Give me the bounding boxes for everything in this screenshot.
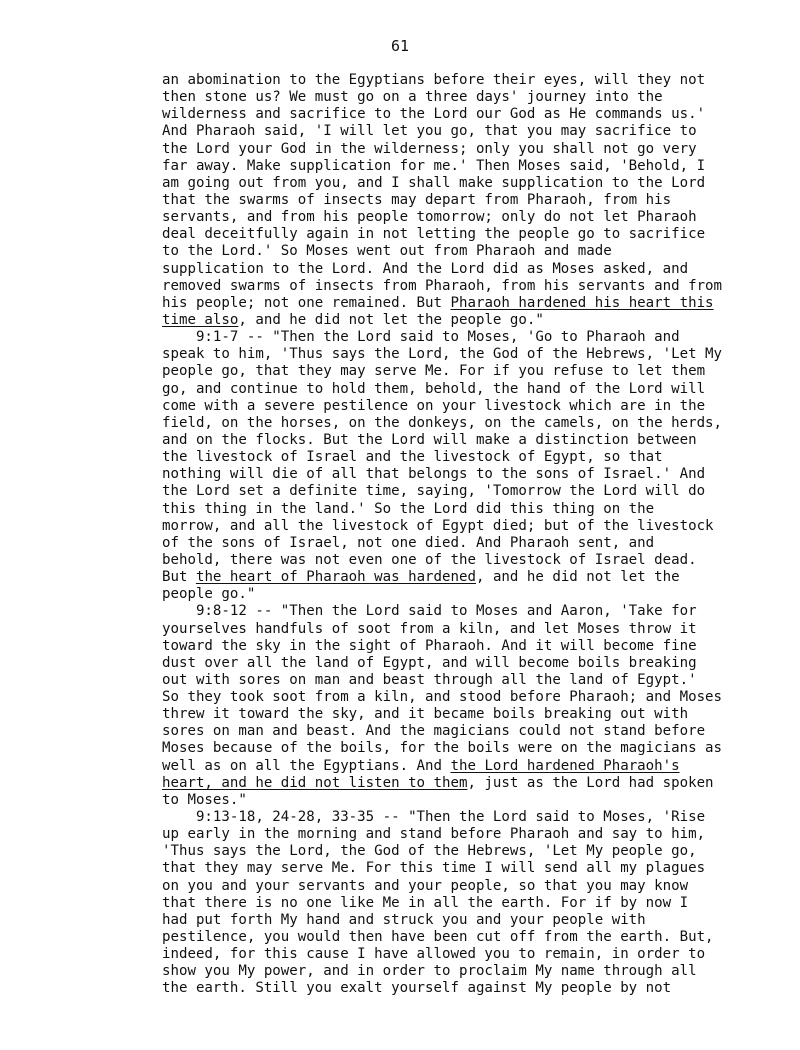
text-line [162, 363, 792, 380]
text-line [162, 655, 792, 672]
text-line [162, 758, 792, 775]
text-line [162, 946, 792, 963]
text-line [162, 381, 792, 398]
text-line [162, 621, 792, 638]
text-segment: pestilence, you would then have been cut off from the earth. But, [162, 929, 714, 946]
text-segment: had put forth My hand and struck you and your people with [162, 911, 646, 928]
text-segment: that they may serve Me. For this time I will send all my plagues [162, 860, 706, 877]
text-segment: people go." [162, 586, 256, 603]
text-line [162, 261, 792, 278]
text-line [162, 329, 792, 346]
text-line [162, 552, 792, 569]
text-line [162, 723, 792, 740]
text-segment: dust over all the land of Egypt, and will become boils breaking [162, 654, 697, 671]
text-segment: , just as the Lord had spoken [467, 774, 714, 791]
underlined-text: heart, and he did not listen to them [162, 774, 468, 791]
text-segment: well as on all the Egyptians. And [162, 757, 451, 774]
text-line [162, 72, 792, 89]
text-line [162, 432, 792, 449]
text-line [162, 312, 792, 329]
text-segment: the Lord set a definite time, saying, 'Tomorrow the Lord will do [162, 483, 706, 500]
text-line [162, 860, 792, 877]
text-segment: 9:8-12 -- "Then the Lord said to Moses and Aaron, 'Take for [162, 603, 697, 620]
text-segment: behold, there was not even one of the livestock of Israel dead. [162, 551, 697, 568]
text-line [162, 89, 792, 106]
text-line [162, 878, 792, 895]
text-line [162, 826, 792, 843]
text-line [162, 518, 792, 535]
underlined-text: the Lord hardened Pharaoh's [450, 757, 680, 774]
text-segment: supplication to the Lord. And the Lord did as Moses asked, and [162, 260, 689, 277]
text-line [162, 123, 792, 140]
text-segment: 9:13-18, 24-28, 33-35 -- "Then the Lord said to Moses, 'Rise [162, 809, 706, 826]
text-line [162, 346, 792, 363]
text-segment: then stone us? We must go on a three days' journey into the [162, 89, 663, 106]
text-line [162, 209, 792, 226]
text-segment: of the sons of Israel, not one died. And Pharaoh sent, and [162, 534, 655, 551]
text-segment: indeed, for this cause I have allowed you to remain, in order to [162, 946, 706, 963]
text-line [162, 569, 792, 586]
text-line [162, 192, 792, 209]
text-line [162, 106, 792, 123]
text-segment: 9:1-7 -- "Then the Lord said to Moses, 'Go to Pharaoh and [162, 329, 680, 346]
text-segment: the livestock of Israel and the livestock of Egypt, so that [162, 449, 663, 466]
text-line [162, 501, 792, 518]
text-line [162, 158, 792, 175]
text-segment: So they took soot from a kiln, and stood before Pharaoh; and Moses [162, 689, 723, 706]
text-segment: morrow, and all the livestock of Egypt died; but of the livestock [162, 517, 714, 534]
text-line [162, 226, 792, 243]
text-segment: sores on man and beast. And the magicians could not stand before [162, 723, 706, 740]
text-segment: servants, and from his people tomorrow; only do not let Pharaoh [162, 209, 697, 226]
underlined-text: time also [162, 311, 239, 328]
text-segment: to the Lord.' So Moses went out from Pharaoh and made [162, 243, 612, 260]
text-line [162, 398, 792, 415]
text-line [162, 980, 792, 997]
text-segment: And Pharaoh said, 'I will let you go, that you may sacrifice to [162, 123, 697, 140]
text-segment: But [162, 569, 196, 586]
text-line [162, 740, 792, 757]
text-segment: up early in the morning and stand before Pharaoh and say to him, [162, 826, 706, 843]
text-line [162, 792, 792, 809]
text-segment: show you My power, and in order to proclaim My name through all [162, 963, 697, 980]
text-segment: the Lord your God in the wilderness; only you shall not go very [162, 140, 697, 157]
text-line [162, 963, 792, 980]
text-segment: am going out from you, and I shall make supplication to the Lord [162, 174, 706, 191]
text-line [162, 415, 792, 432]
text-line [162, 141, 792, 158]
text-line [162, 689, 792, 706]
text-segment: Moses because of the boils, for the boils were on the magicians as [162, 740, 723, 757]
text-line [162, 449, 792, 466]
text-segment: threw it toward the sky, and it became boils breaking out with [162, 706, 689, 723]
text-segment: that there is no one like Me in all the earth. For if by now I [162, 894, 689, 911]
underlined-text: Pharaoh hardened his heart this [450, 294, 714, 311]
text-line [162, 706, 792, 723]
text-line [162, 929, 792, 946]
text-segment: this thing in the land.' So the Lord did this thing on the [162, 500, 655, 517]
underlined-text: the heart of Pharaoh was hardened [195, 569, 476, 586]
text-segment: his people; not one remained. But [162, 294, 451, 311]
page-number: 61 [390, 37, 410, 55]
text-segment: deal deceitfully again in not letting the people go to sacrifice [162, 226, 706, 243]
text-segment: removed swarms of insects from Pharaoh, from his servants and from [162, 277, 723, 294]
text-segment: , and he did not let the people go." [238, 311, 544, 328]
text-line [162, 672, 792, 689]
text-segment: , and he did not let the [475, 569, 680, 586]
text-line [162, 809, 792, 826]
text-segment: nothing will die of all that belongs to the sons of Israel.' And [162, 466, 706, 483]
text-segment: go, and continue to hold them, behold, the hand of the Lord will [162, 380, 706, 397]
text-segment: and on the flocks. But the Lord will make a distinction between [162, 431, 697, 448]
text-segment: far away. Make supplication for me.' Then Moses said, 'Behold, I [162, 157, 706, 174]
text-segment: out with sores on man and beast through all the land of Egypt.' [162, 671, 697, 688]
text-line [162, 278, 792, 295]
text-line [162, 912, 792, 929]
text-line [162, 243, 792, 260]
text-segment: toward the sky in the sight of Pharaoh. And it will become fine [162, 637, 697, 654]
text-line [162, 775, 792, 792]
body-text [162, 72, 792, 998]
text-line [162, 466, 792, 483]
text-segment: people go, that they may serve Me. For if you refuse to let them [162, 363, 706, 380]
text-line [162, 843, 792, 860]
text-line [162, 535, 792, 552]
text-segment: yourselves handfuls of soot from a kiln, and let Moses throw it [162, 620, 697, 637]
text-line [162, 895, 792, 912]
text-line [162, 295, 792, 312]
text-segment: come with a severe pestilence on your livestock which are in the [162, 397, 706, 414]
text-segment: 'Thus says the Lord, the God of the Hebrews, 'Let My people go, [162, 843, 697, 860]
text-line [162, 638, 792, 655]
text-segment: the earth. Still you exalt yourself against My people by not [162, 980, 672, 997]
text-line [162, 483, 792, 500]
text-segment: wilderness and sacrifice to the Lord our God as He commands us.' [162, 106, 706, 123]
text-line [162, 586, 792, 603]
text-line [162, 175, 792, 192]
text-segment: field, on the horses, on the donkeys, on the camels, on the herds, [162, 414, 723, 431]
text-segment: that the swarms of insects may depart from Pharaoh, from his [162, 191, 672, 208]
text-segment: speak to him, 'Thus says the Lord, the God of the Hebrews, 'Let My [162, 346, 723, 363]
text-segment: to Moses." [162, 791, 247, 808]
text-line [162, 603, 792, 620]
text-segment: on you and your servants and your people, so that you may know [162, 877, 689, 894]
text-segment: an abomination to the Egyptians before their eyes, will they not [162, 72, 706, 88]
